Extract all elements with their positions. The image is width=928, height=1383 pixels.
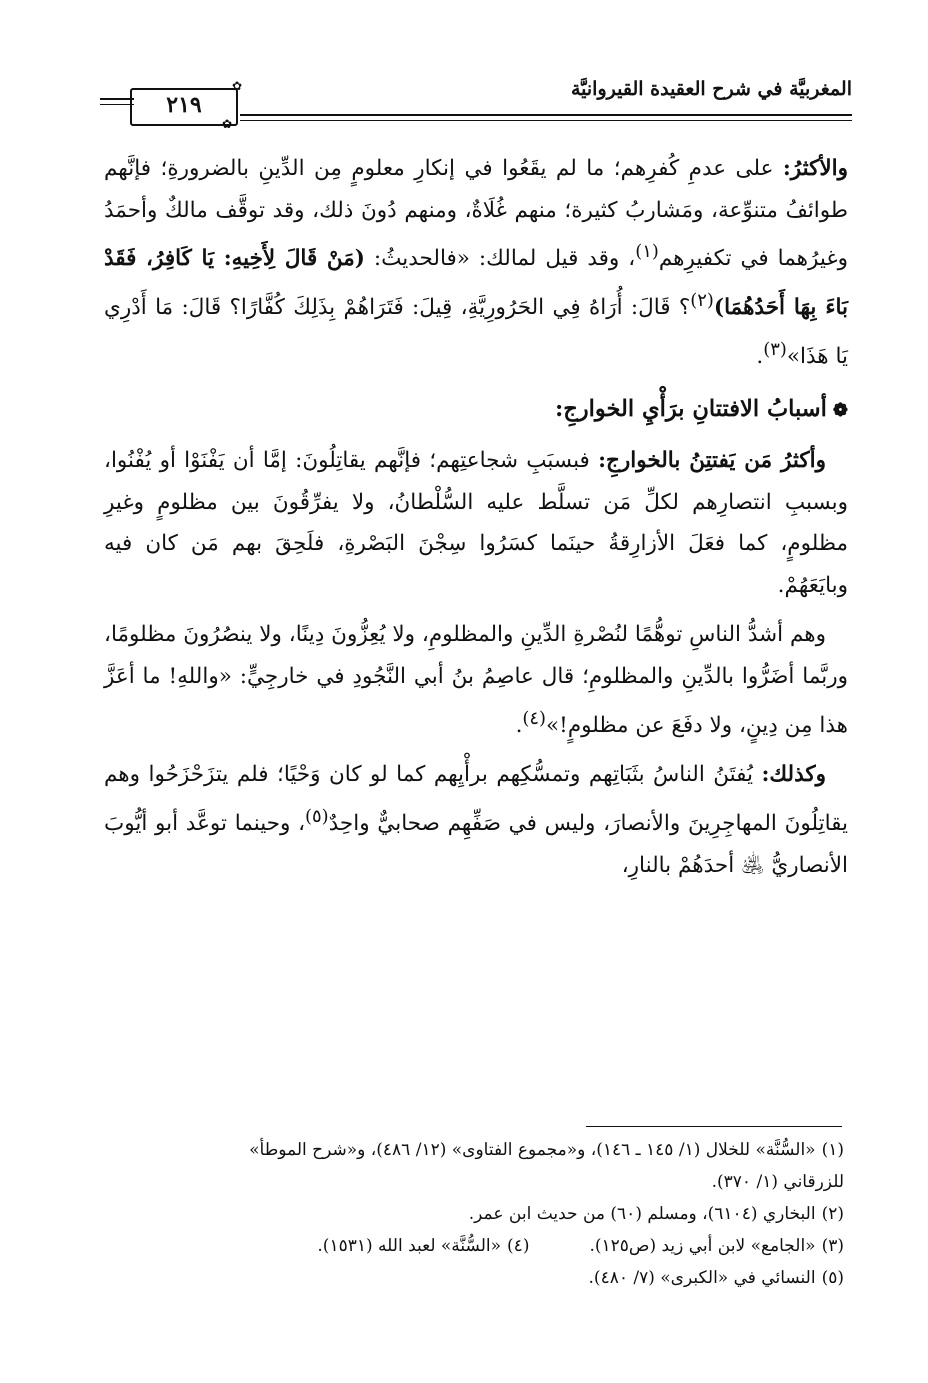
- paragraph: [104, 754, 848, 886]
- paragraph: [104, 614, 848, 746]
- footnote-text: النسائي في «الكبرى» (٧/ ٤٨٠).: [588, 1268, 816, 1288]
- footnote-number: (١): [821, 1140, 844, 1160]
- footnote-continuation: [100, 1166, 844, 1198]
- header-rule-thin: [240, 120, 852, 121]
- footnote: [100, 1262, 844, 1294]
- running-title: المغربيَّة في شرح العقيدة القيروانيَّة: [570, 78, 852, 100]
- paragraph: [104, 440, 848, 606]
- ornament-icon: ✿: [222, 117, 233, 131]
- footnote-ref[interactable]: (٢): [690, 289, 714, 311]
- footnote: [100, 1134, 844, 1166]
- paragraph-text: وهم أشدُّ الناسِ توهُّمًا لنُصْرةِ الدِّينِ والمظلومِ، ولا يُعِزُّونَ دِينًا، ولا ينصُرُونَ مظلومًا، وربَّما أضَرُّوا بالدِّينِ والمظلومِ؛ قال عاصِمُ بنُ أبي النَّجُودِ في خارجِيٍّ: «واللهِ! ما أعَزَّ هذا مِن دِينٍ، ولا دفَعَ عن مظلومٍ!»: [104, 622, 848, 738]
- footnote-text: البخاري (٦١٠٤)، ومسلم (٦٠) من حديث ابن عمر.: [468, 1204, 816, 1224]
- ornament-icon: ✿: [232, 79, 243, 93]
- header-left-rule: [100, 98, 134, 100]
- paragraph-lead: والأكثرُ:: [782, 156, 848, 181]
- paragraph-text: ، وقد قيل لمالك: «فالحديثُ:: [364, 246, 636, 272]
- footnote-text: للزرقاني (١/ ٣٧٠).: [711, 1172, 844, 1192]
- footnote-ref[interactable]: (٣): [763, 338, 787, 360]
- paragraph: [104, 148, 848, 377]
- paragraph-end: .: [515, 712, 523, 738]
- footnote-pair: [100, 1230, 844, 1262]
- paragraph-end: .: [756, 343, 764, 369]
- footnote-ref[interactable]: (١): [635, 241, 659, 263]
- paragraph-lead: وكذلك:: [761, 762, 826, 788]
- paragraph-text: ، وحينما توعَّد أبو أيُّوبَ الأنصاريُّ ﵁ أحدَهُمْ بالنارِ،: [104, 811, 848, 878]
- footnote-text: «الجامع» لابن أبي زيد (ص١٢٥).: [589, 1236, 816, 1256]
- paragraph-text: فبسبَبِ شجاعتِهم؛ فإنَّهم يقاتِلُونَ: إمَّا أن يَفْنَوْا أو يُفْنُوا، وبسببِ انتصارِهم لكلِّ مَن تسلَّط عليه السُّلْطانُ، ولا يفرِّقُونَ بين مظلومٍ وغيرِ مظلومٍ، كما فعَلَ الأزارِقةُ حينَما كسَرُوا سِجْنَ البَصْرةِ، فلَحِقَ بهم مَن كان فيه وبايَعَهُمْ.: [104, 448, 848, 598]
- footnote: [589, 1230, 844, 1262]
- main-text: [104, 148, 848, 886]
- footnote-separator: [586, 1126, 842, 1127]
- footnote-number: (٤): [507, 1236, 530, 1256]
- paragraph-text: يُفتَنُ الناسُ بثَبَاتِهم وتمسُّكِهم برأْيِهم كما لو كان وَحْيًا؛ فلم يتزَحْزَحُوا وهم يقاتِلُونَ المهاجِرِينَ والأنصارَ، وليس في صَفِّهِم صحابيٌّ واحِدٌ: [104, 762, 849, 837]
- footnote: [100, 1198, 844, 1230]
- footnote-number: (٣): [821, 1236, 844, 1256]
- hadith-quote: (مَنْ قَالَ لِأَخِيهِ: يَا كَافِرُ، فَقَدْ بَاءَ بِهَا أَحَدُهُمَا): [104, 246, 848, 321]
- footnote-text: «السُّنَّة» للخلال (١/ ١٤٥ ـ ١٤٦)، و«مجموع الفتاوى» (١٢/ ٤٨٦)، و«شرح الموطأ»: [249, 1140, 816, 1160]
- header-left-rule-thin: [100, 104, 134, 105]
- footnote-number: (٢): [821, 1204, 844, 1224]
- footnote-ref[interactable]: (٥): [305, 805, 329, 827]
- footnote-text: «السُّنَّة» لعبد الله (١٥٣١).: [317, 1236, 502, 1256]
- paragraph-text: ؟ قَالَ: أُرَاهُ فِي الحَرُورِيَّةِ، قِيلَ: فَتَرَاهُمْ بِذَلِكَ كُفَّارًا؟ قَالَ: مَا أَدْرِي يَا هَذَا»: [104, 295, 848, 369]
- footnote: [317, 1230, 529, 1262]
- header-rule: [240, 114, 852, 116]
- paragraph-lead: وأكثرُ مَن يَفتتِنُ بالخوارجِ:: [598, 448, 826, 474]
- page-number: ٢١٩: [166, 92, 202, 118]
- footnote-number: (٥): [821, 1268, 844, 1288]
- page-header: [100, 78, 852, 130]
- footnote-ref[interactable]: (٤): [522, 707, 547, 729]
- section-mark-icon: ❁: [832, 400, 848, 422]
- section-heading: [104, 389, 848, 432]
- section-heading-text: أسبابُ الافتتانِ برَأْيِ الخوارجِ:: [554, 396, 827, 423]
- footnotes: [100, 1134, 844, 1294]
- paragraph-text: على عدمِ كُفرِهم؛ ما لم يقَعُوا في إنكارِ معلومٍ مِن الدِّينِ بالضرورةِ؛ فإنَّهم طوائفُ متنوِّعة، ومَشاربُ كثيرة؛ منهم غُلَاةٌ، ومنهم دُونَ ذلك، وقد توقَّف مالكٌ وأحمَدُ وغيرُهما في تكفيرِهم: [104, 156, 848, 272]
